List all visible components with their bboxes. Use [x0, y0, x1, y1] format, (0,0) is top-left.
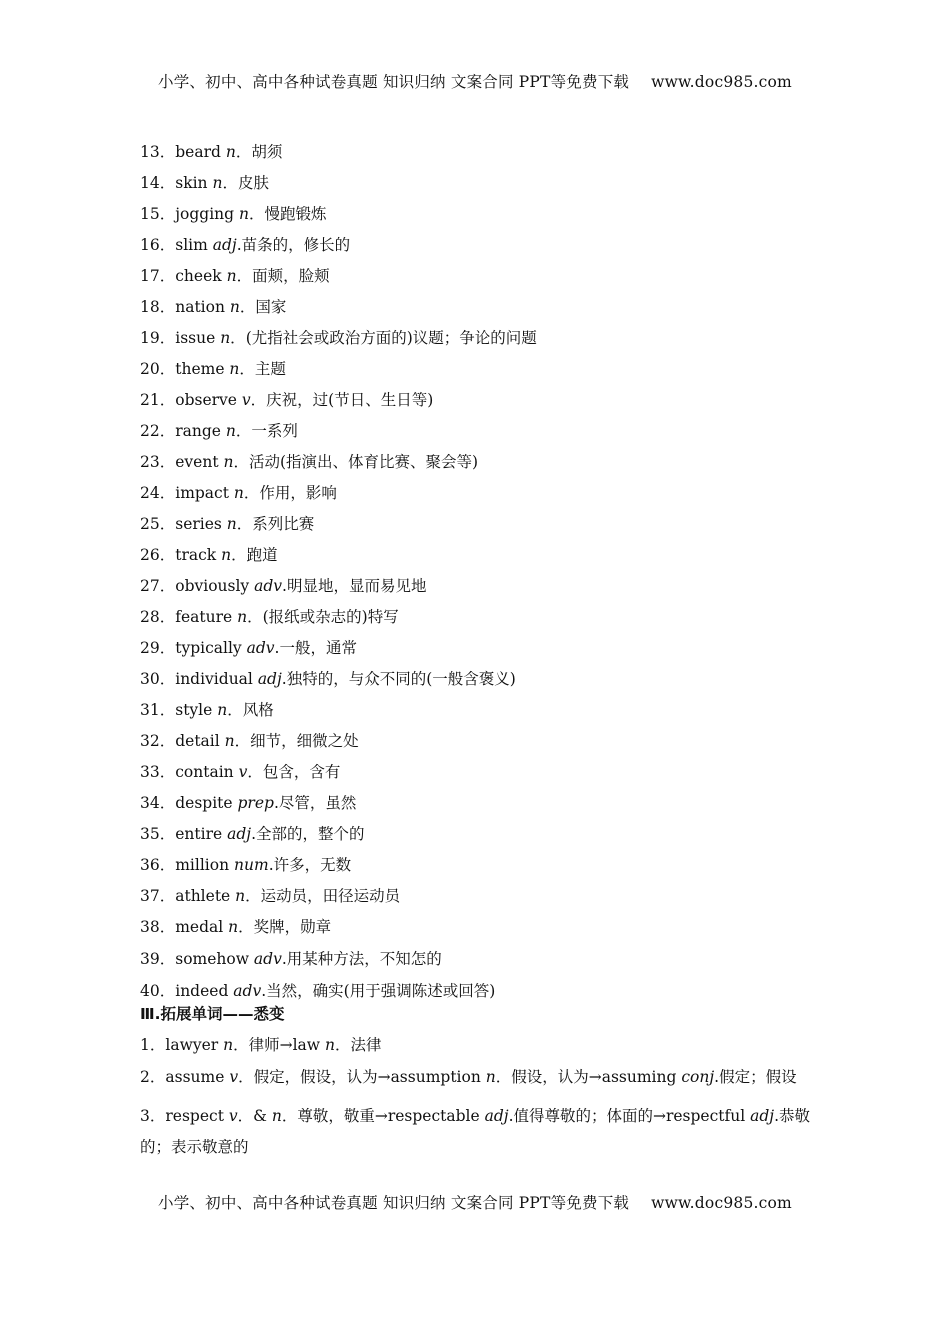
vocab-entry: 13．beard n．胡须 — [140, 143, 283, 161]
vocab-entry: 29．typically adv.一般，通常 — [140, 639, 357, 657]
vocab-entry: 22．range n．一系列 — [140, 422, 298, 440]
vocab-entry: 23．event n．活动(指演出、体育比赛、聚会等) — [140, 453, 479, 471]
page-header — [0, 70, 950, 92]
vocab-entry: 28．feature n．(报纸或杂志的)特写 — [140, 608, 399, 626]
vocab-entry: 36．million num.许多，无数 — [140, 856, 352, 874]
vocab-entry: 27．obviously adv.明显地，显而易见地 — [140, 577, 427, 595]
expand-entry-2: 2．assume v．假定，假设，认为→assumption n．假设，认为→assuming conj.假定；假设 — [140, 1068, 797, 1086]
vocab-entry: 34．despite prep.尽管，虽然 — [140, 794, 357, 812]
vocab-entry: 24．impact n．作用，影响 — [140, 484, 337, 502]
vocab-entry: 21．observe v．庆祝，过(节日、生日等) — [140, 391, 434, 409]
footer-site: www.doc985.com — [651, 1194, 792, 1212]
vocab-entry: 37．athlete n．运动员，田径运动员 — [140, 887, 401, 905]
header-text: 小学、初中、高中各种试卷真题 知识归纳 文案合同 PPT等免费下载 — [158, 73, 630, 91]
expand-entry-1: 1．lawyer n．律师→law n．法律 — [140, 1036, 382, 1054]
vocab-entry: 25．series n．系列比赛 — [140, 515, 315, 533]
vocab-entry: 26．track n．跑道 — [140, 546, 278, 564]
vocab-entry: 16．slim adj.苗条的，修长的 — [140, 236, 351, 254]
vocab-entry: 32．detail n．细节，细微之处 — [140, 732, 359, 750]
vocab-entry: 40．indeed adv.当然，确实(用于强调陈述或回答) — [140, 982, 496, 1000]
vocab-entry: 31．style n．风格 — [140, 701, 274, 719]
vocab-entry: 38．medal n．奖牌，勋章 — [140, 918, 332, 936]
vocab-entry: 35．entire adj.全部的，整个的 — [140, 825, 365, 843]
expand-entry-3: 3．respect v．& n．尊敬，敬重→respectable adj.值得尊敬的；体面的→respectful adj.恭敬的；表示敬意的 — [140, 1107, 811, 1156]
vocab-entry: 30．individual adj.独特的，与众不同的(一般含褒义) — [140, 670, 516, 688]
header-site: www.doc985.com — [651, 73, 792, 91]
vocab-entry: 33．contain v．包含，含有 — [140, 763, 341, 781]
page-footer — [0, 1191, 950, 1213]
vocab-entry: 14．skin n．皮肤 — [140, 174, 269, 192]
vocab-entry: 18．nation n．国家 — [140, 298, 287, 316]
vocab-entry: 39．somehow adv.用某种方法，不知怎的 — [140, 950, 442, 968]
vocab-entry: 20．theme n．主题 — [140, 360, 286, 378]
section-title: Ⅲ.拓展单词——悉变 — [140, 1005, 285, 1023]
vocab-entry: 15．jogging n．慢跑锻炼 — [140, 205, 327, 223]
vocab-entry: 19．issue n．(尤指社会或政治方面的)议题；争论的问题 — [140, 329, 537, 347]
vocabulary-list — [140, 142, 830, 1163]
vocab-entry: 17．cheek n．面颊，脸颊 — [140, 267, 330, 285]
footer-text: 小学、初中、高中各种试卷真题 知识归纳 文案合同 PPT等免费下载 — [158, 1194, 630, 1212]
